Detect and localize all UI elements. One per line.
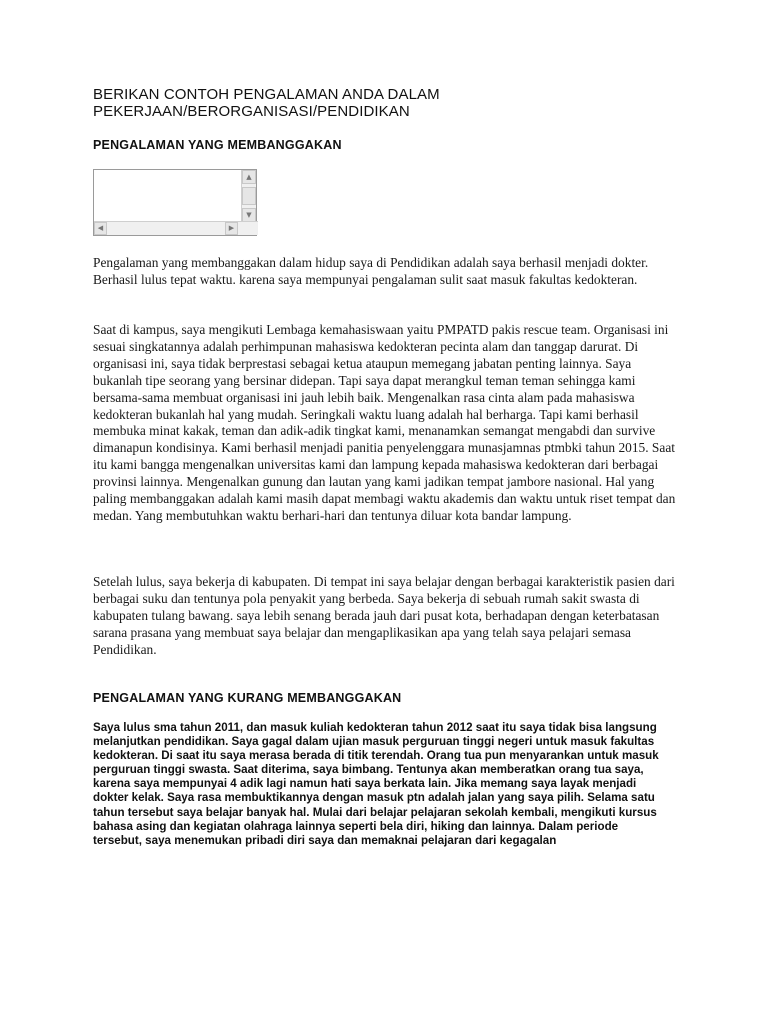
arrow-left-icon[interactable]: ◀ [94, 222, 107, 235]
vertical-scrollbar[interactable] [241, 170, 256, 222]
arrow-up-icon[interactable]: ▲ [242, 170, 256, 184]
scroll-thumb[interactable] [242, 187, 256, 205]
arrow-right-icon[interactable]: ▶ [225, 222, 238, 235]
paragraph [93, 574, 683, 659]
document-title: BERIKAN CONTOH PENGALAMAN ANDA DALAM PEKERJAAN/BERORGANISASI/PENDIDIKAN [93, 86, 440, 120]
horizontal-scrollbar[interactable] [94, 221, 258, 235]
paragraph-text: Setelah lulus, saya bekerja di kabupaten. Di tempat ini saya belajar dengan berbagai karakteristik pasien dari berbagai suku dan tentunya pola penyakit yang berbeda. Saya bekerja di sebuah rumah sakit swasta di kabupaten tulang bawang. saya lebih senang berada jauh dari pusat kota, berhadapan dengan keterbatasan sarana prasana yang membuat saya belajar dan mengaplikasikan apa yang telah saya pelajari semasa Pendidikan. [93, 574, 675, 657]
paragraph-bold: Saya lulus sma tahun 2011, dan masuk kuliah kedokteran tahun 2012 saat itu saya tidak bisa langsung melanjutkan pendidikan. Saya gagal dalam ujian masuk perguruan tinggi negeri untuk masuk fakultas kedokteran. Di saat itu saya merasa berada di titik terendah. Orang tua pun menyarankan untuk masuk perguruan tinggi swasta. Saat diterima, saya bimbang. Tentunya akan memberatkan orang tua saya, karena saya mempunyai 4 adik lagi namun hati saya berkata lain. Jika memang saya layak menjadi dokter kelak. Saya rasa membuktikannya dengan masuk ptn adalah jalan yang saya pilih. Selama satu tahun tersebut saya belajar banyak hal. Mulai dari belajar pelajaran sekolah kembali, mengikuti kursus bahasa asing dan kegiatan olahraga lainnya seperti bela diri, hiking dan lainnya. Dalam periode tersebut, saya menemukan pribadi diri saya dan memaknai pelajaran dari kegagalan [93, 721, 659, 847]
section-heading-less-proud: PENGALAMAN YANG KURANG MEMBANGGAKAN [93, 691, 402, 705]
arrow-down-icon[interactable]: ▼ [242, 208, 256, 222]
paragraph-text: Pengalaman yang membanggakan dalam hidup saya di Pendidikan adalah saya berhasil menjadi dokter. Berhasil lulus tepat waktu. karena saya mempunyai pengalaman sulit saat masuk fakultas kedokteran. [93, 255, 649, 287]
paragraph [93, 255, 683, 289]
section-heading-proud: PENGALAMAN YANG MEMBANGGAKAN [93, 138, 342, 152]
paragraph [93, 322, 683, 525]
embedded-text-box[interactable] [93, 169, 257, 236]
paragraph-text: Saat di kampus, saya mengikuti Lembaga kemahasiswaan yaitu PMPATD pakis rescue team. Organisasi ini sesuai singkatannya adalah perhimpunan mahasiswa kedokteran pecinta alam dan tanggap darurat. Di organisasi ini, saya tidak berprestasi sebagai ketua ataupun memegang jabatan penting lainnya. Saya bukanlah tipe seorang yang bersinar didepan. Tapi saya dapat merangkul teman teman sehingga kami bersama-sama membuat organisasi ini jauh lebih baik. Mengenalkan rasa cinta alam pada mahasiswa kedokteran bukanlah hal yang mudah. Seringkali waktu luang adalah hal berharga. Tapi kami berhasil membuka minat kakak, teman dan adik-adik tingkat kami, menanamkan semangat mengabdi dan survive dimanapun kondisinya. Kami berhasil menjadi panitia penyelenggara munasjamnas ptmbki tahun 2015. Saat itu kami bangga mengenalkan universitas kami dan lampung kepada mahasiswa kedokteran dari berbagai provinsi lainnya. Mengenalkan gunung dan lautan yang kami jadikan tempat jambore nasional. Hal yang paling membanggakan adalah kami masih dapat membagi waktu akademis dan waktu untuk riset tempat dan medan. Yang membutuhkan waktu berhari-hari dan tentunya diluar kota bandar lampung. [93, 322, 676, 523]
